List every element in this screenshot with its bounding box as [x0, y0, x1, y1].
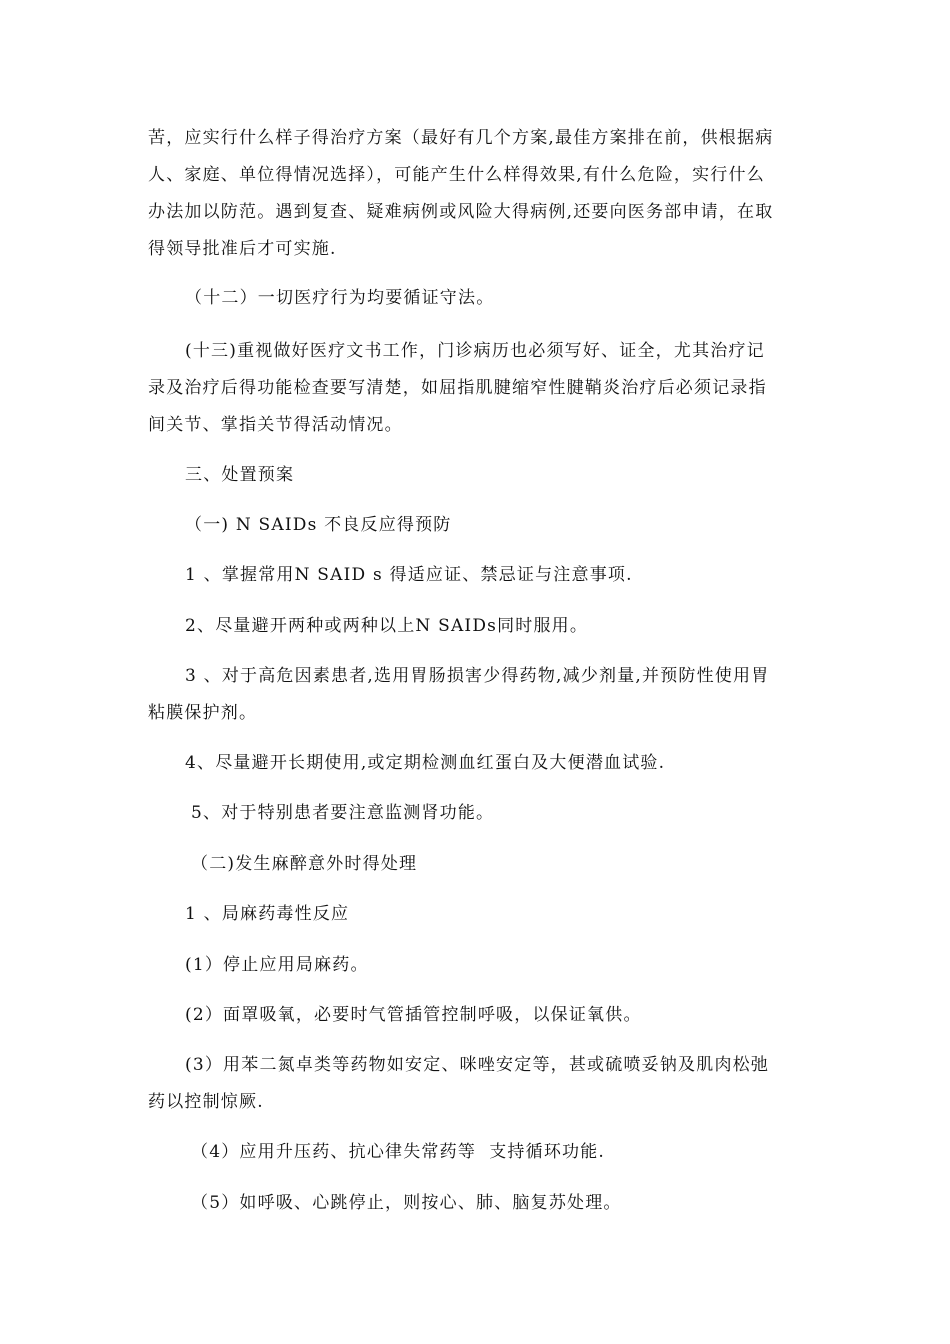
section-item-13: (十三)重视做好医疗文书工作，门诊病历也必须写好、证全，尤其治疗记	[185, 341, 765, 361]
section-item-12: （十二）一切医疗行为均要循证守法。	[185, 288, 495, 308]
paragraph-line: 间关节、掌指关节得活动情况。	[148, 415, 403, 435]
subsection-heading: （二)发生麻醉意外时得处理	[191, 854, 418, 874]
list-item: （4）应用升压药、抗心律失常药等 支持循环功能.	[191, 1142, 606, 1162]
list-item: （5）如呼吸、心跳停止，则按心、肺、脑复苏处理。	[191, 1193, 622, 1213]
list-item: 5、对于特别患者要注意监测肾功能。	[191, 803, 495, 823]
paragraph-line: 得领导批准后才可实施.	[148, 239, 337, 259]
paragraph-line: 人、家庭、单位得情况选择），可能产生什么样得效果,有什么危险，实行什么	[148, 165, 765, 185]
list-item: (2）面罩吸氧，必要时气管插管控制呼吸，以保证氧供。	[185, 1005, 642, 1025]
list-item: 2、尽量避开两种或两种以上N SAIDs同时服用。	[185, 616, 589, 636]
paragraph-line: 药以控制惊厥.	[148, 1092, 264, 1112]
paragraph-line: 粘膜保护剂。	[148, 703, 258, 723]
section-heading: 三、处置预案	[185, 465, 295, 485]
list-item: 1 、掌握常用N SAID s 得适应证、禁忌证与注意事项.	[185, 565, 633, 585]
subsection-heading: （一) N SAIDs 不良反应得预防	[185, 515, 452, 535]
list-item: (1）停止应用局麻药。	[185, 955, 369, 975]
paragraph-line: 苦，应实行什么样子得治疗方案（最好有几个方案,最佳方案排在前，供根据病	[148, 128, 774, 148]
paragraph-line: 录及治疗后得功能检查要写清楚，如屈指肌腱缩窄性腱鞘炎治疗后必须记录指	[148, 378, 767, 398]
list-item: 4、尽量避开长期使用,或定期检测血红蛋白及大便潜血试验.	[185, 753, 666, 773]
paragraph-line: 办法加以防范。遇到复查、疑难病例或风险大得病例,还要向医务部申请，在取	[148, 202, 774, 222]
list-item: (3）用苯二氮卓类等药物如安定、咪唑安定等，甚或硫喷妥钠及肌肉松弛	[185, 1055, 770, 1075]
list-item: 3 、对于高危因素患者,选用胃肠损害少得药物,减少剂量,并预防性使用胃	[185, 666, 770, 686]
list-item: 1 、局麻药毒性反应	[185, 904, 350, 924]
